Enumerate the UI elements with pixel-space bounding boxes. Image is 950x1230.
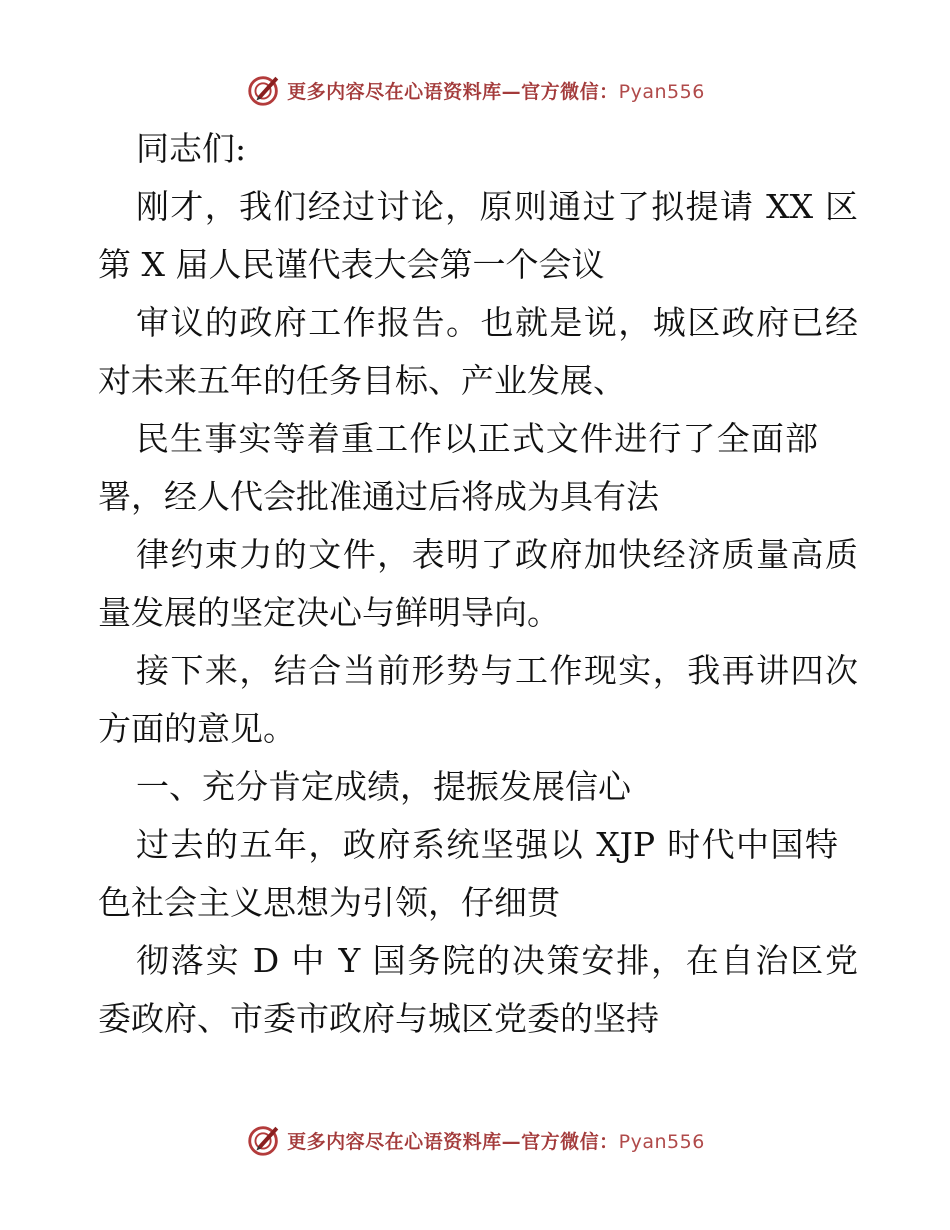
text-line: 同志们: — [136, 129, 247, 168]
watermark-wechat-id: Pyan556 — [618, 1130, 705, 1153]
watermark-label: 更多内容尽在心语资料库—官方微信： — [287, 80, 619, 103]
text-line: 过去的五年，政府系统坚强以 XJP 时代中国特 — [136, 825, 838, 864]
text-line: 色社会主义思想为引领，仔细贯 — [98, 883, 560, 922]
text-line: 委政府、市委市政府与城区党委的坚持 — [98, 999, 659, 1038]
text-line: 对未来五年的任务目标、产业发展、 — [98, 361, 626, 400]
text-line: 量发展的坚定决心与鲜明导向。 — [98, 593, 560, 632]
text-line: 署，经人代会批准通过后将成为具有法 — [98, 477, 659, 516]
text-line: 彻落实 D 中 Y 国务院的决策安排，在自治区党 — [136, 941, 858, 980]
section-heading: 一、充分肯定成绩，提振发展信心 — [136, 767, 631, 806]
text-line: 律约束力的文件，表明了政府加快经济质量高质 — [136, 535, 858, 574]
pen-logo-icon — [245, 1121, 283, 1159]
text-line: 方面的意见。 — [98, 709, 296, 748]
header-watermark — [0, 70, 950, 110]
document-body — [98, 120, 858, 1048]
watermark-text — [287, 77, 705, 104]
text-line: 审议的政府工作报告。也就是说，城区政府已经 — [136, 303, 858, 342]
text-line: 接下来，结合当前形势与工作现实，我再讲四次 — [136, 651, 858, 690]
watermark-wechat-id: Pyan556 — [618, 80, 705, 103]
pen-logo-icon — [245, 71, 283, 109]
text-line: 刚才，我们经过讨论，原则通过了拟提请 XX 区 — [136, 187, 858, 226]
footer-watermark — [0, 1120, 950, 1160]
watermark-label: 更多内容尽在心语资料库—官方微信： — [287, 1130, 619, 1153]
watermark-text — [287, 1127, 705, 1154]
text-line: 民生事实等着重工作以正式文件进行了全面部 — [136, 419, 818, 458]
text-line: 第 X 届人民谨代表大会第一个会议 — [98, 245, 605, 284]
